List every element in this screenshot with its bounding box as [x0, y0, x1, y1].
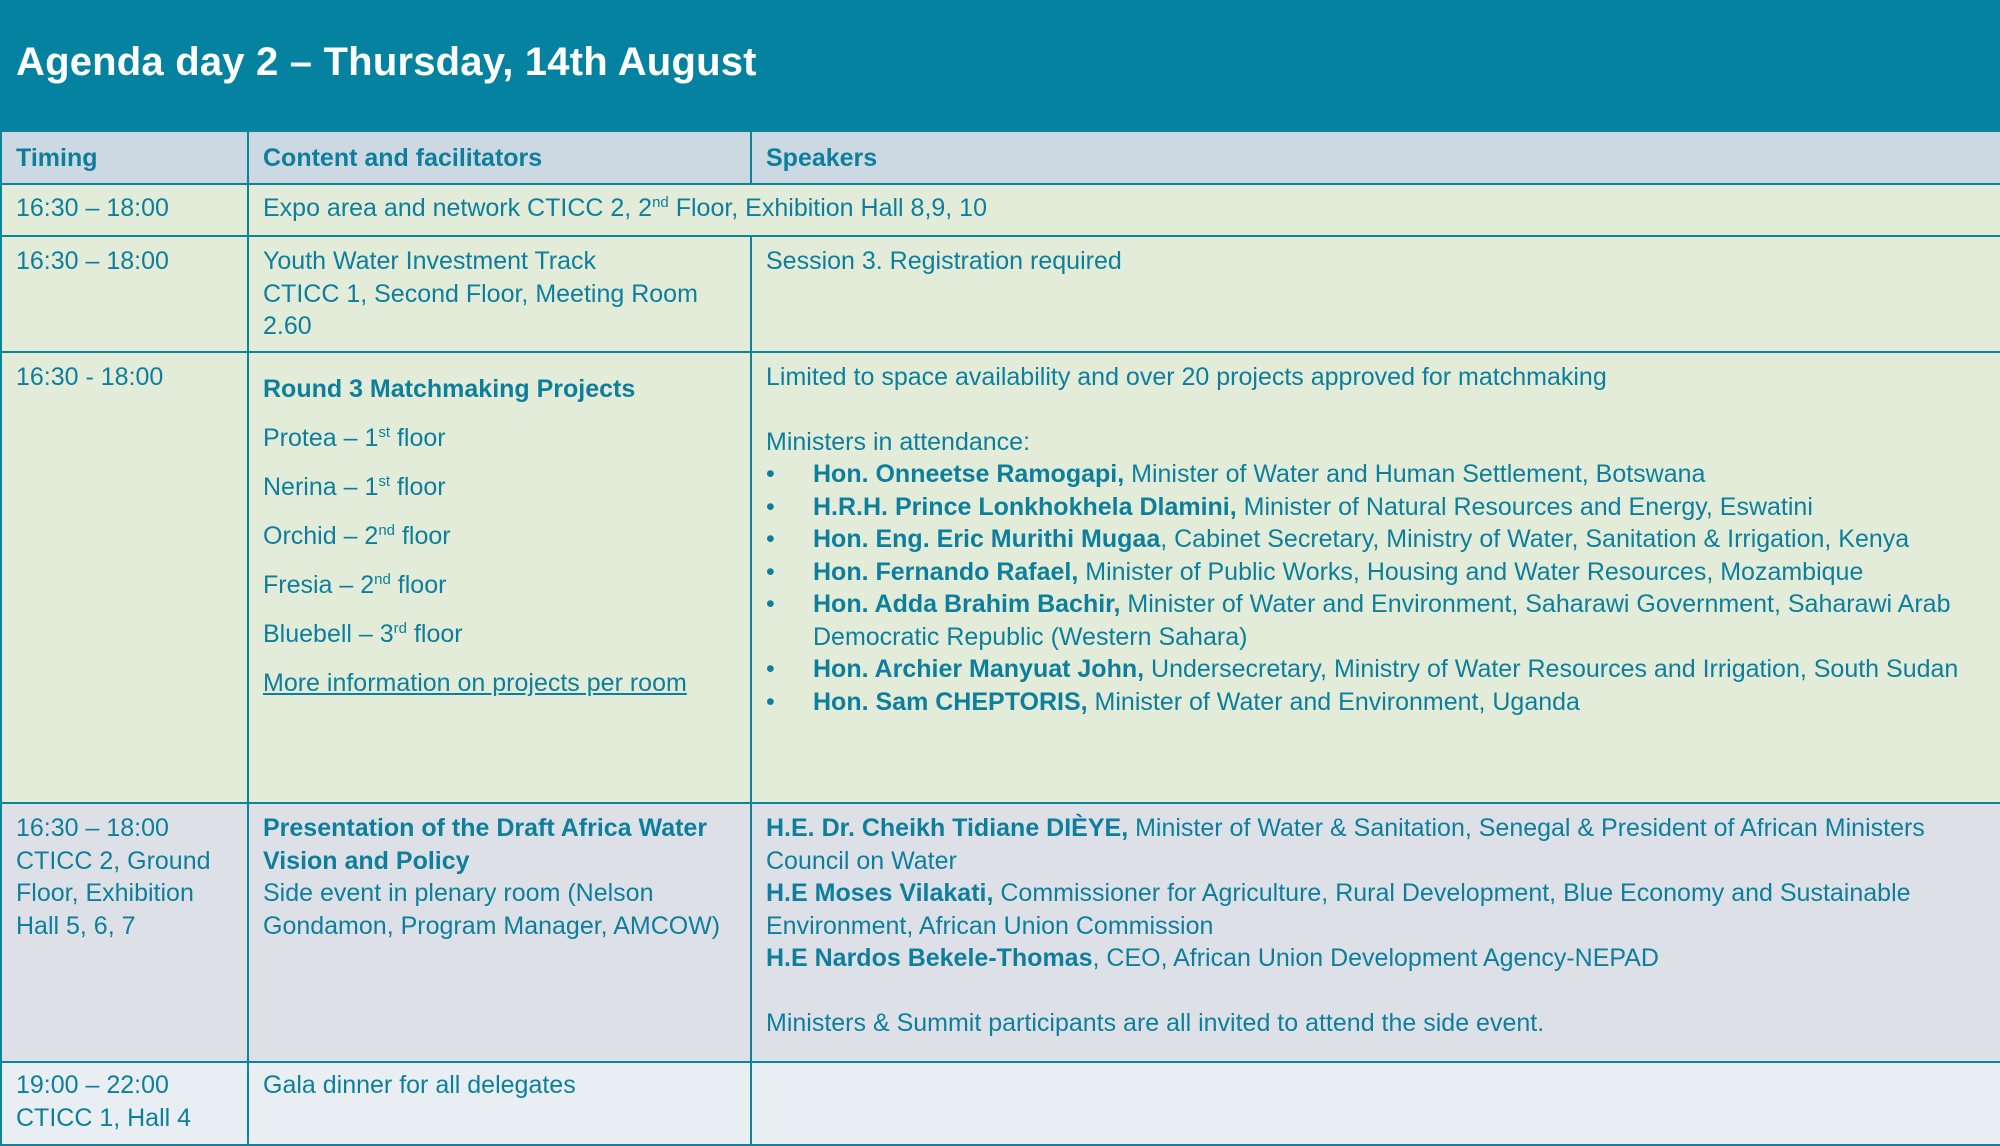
timing-cell — [1, 1062, 248, 1145]
header-content: Content and facilitators — [248, 131, 751, 184]
minister-role: Minister of Water and Environment, Saharawi Government, Saharawi Arab Democratic Republic (Western Sahara) — [813, 590, 1951, 651]
ordinal-suffix: st — [378, 473, 391, 490]
speaker-role: Minister of Water & Sanitation, Senegal & President of African Ministers Council on Water — [766, 814, 1925, 875]
minister-item — [766, 458, 1986, 491]
room-floor: floor — [390, 473, 446, 501]
bullet-icon: • — [766, 492, 775, 521]
timing-text: 19:00 – 22:00 — [16, 1071, 169, 1099]
speaker-item — [766, 942, 1986, 975]
table-row — [1, 184, 2000, 236]
speaker-name: H.E Moses Vilakati, — [766, 879, 994, 907]
room-name: Bluebell – 3 — [263, 620, 394, 648]
side-event-title: Presentation of the Draft Africa Water Vision and Policy — [263, 814, 708, 875]
room-item — [263, 618, 736, 651]
speakers-cell — [751, 803, 2000, 1062]
speakers-cell — [751, 1062, 2000, 1145]
speaker-role: , CEO, African Union Development Agency-NEPAD — [1092, 944, 1659, 972]
side-event-details: Side event in plenary room (Nelson Gondamon, Program Manager, AMCOW) — [263, 879, 721, 940]
timing-cell: 16:30 – 18:00 — [1, 236, 248, 352]
bullet-icon: • — [766, 525, 775, 553]
speaker-role: Commissioner for Agriculture, Rural Development, Blue Economy and Sustainable Environment, African Union Commission — [766, 879, 1911, 940]
table-header-row — [1, 131, 2000, 184]
speakers-list — [766, 812, 1986, 975]
bullet-icon: • — [766, 655, 775, 683]
bullet-icon: • — [766, 687, 775, 716]
minister-name: Hon. Fernando Rafael, — [813, 557, 1079, 586]
track-location: CTICC 1, Second Floor, Meeting Room 2.60 — [263, 279, 698, 340]
ministers-list — [766, 458, 1986, 718]
timing-cell: 16:30 – 18:00 — [1, 184, 248, 236]
minister-item — [766, 491, 1986, 524]
content-cell — [248, 803, 751, 1062]
speaker-name: H.E Nardos Bekele-Thomas — [766, 944, 1093, 972]
minister-item — [766, 523, 1986, 556]
room-item — [263, 520, 736, 553]
speaker-name: H.E. Dr. Cheikh Tidiane DIÈYE, — [766, 814, 1129, 842]
table-row — [1, 803, 2000, 1062]
speaker-item — [766, 812, 1986, 877]
room-floor: floor — [390, 424, 446, 452]
room-name: Orchid – 2 — [263, 522, 379, 550]
minister-item — [766, 556, 1986, 589]
minister-name: Hon. Adda Brahim Bachir, — [813, 590, 1121, 618]
room-name: Fresia – 2 — [263, 571, 375, 599]
table-row — [1, 1062, 2000, 1145]
content-cell: Gala dinner for all delegates — [248, 1062, 751, 1145]
title-bar — [0, 0, 2000, 130]
agenda-table — [0, 130, 2000, 1146]
room-item — [263, 422, 736, 455]
ordinal-suffix: rd — [393, 620, 407, 637]
minister-role: Minister of Water and Environment, Uganda — [1087, 687, 1580, 716]
minister-name: Hon. Onneetse Ramogapi, — [813, 460, 1125, 488]
minister-role: , Cabinet Secretary, Ministry of Water, Sanitation & Irrigation, Kenya — [1160, 525, 1910, 553]
minister-item — [766, 588, 1986, 653]
room-name: Protea – 1 — [263, 424, 379, 452]
room-item — [263, 471, 736, 504]
ordinal-suffix: nd — [378, 522, 396, 539]
table-row — [1, 352, 2000, 803]
minister-role: Undersecretary, Ministry of Water Resources and Irrigation, South Sudan — [1144, 655, 1959, 683]
speakers-cell — [751, 352, 2000, 803]
minister-role: Minister of Natural Resources and Energy, Eswatini — [1236, 492, 1813, 521]
track-name: Youth Water Investment Track — [263, 247, 597, 275]
room-floor: floor — [390, 571, 447, 599]
room-list — [263, 422, 736, 651]
table-row — [1, 236, 2000, 352]
header-speakers: Speakers — [751, 131, 2000, 184]
room-name: Nerina – 1 — [263, 473, 379, 501]
speaker-item — [766, 877, 1986, 942]
minister-item — [766, 653, 1986, 686]
minister-role: Minister of Water and Human Settlement, Botswana — [1124, 460, 1706, 488]
room-floor: floor — [407, 620, 463, 648]
content-cell — [248, 184, 2000, 236]
content-text: Floor, Exhibition Hall 8,9, 10 — [668, 194, 987, 222]
side-event-note: Ministers & Summit participants are all invited to attend the side event. — [766, 1008, 1545, 1037]
timing-cell: 16:30 - 18:00 — [1, 352, 248, 803]
bullet-icon: • — [766, 557, 775, 586]
projects-info-link[interactable]: More information on projects per room — [263, 669, 687, 697]
minister-name: Hon. Archier Manyuat John, — [813, 655, 1145, 683]
ministers-label: Ministers in attendance: — [766, 427, 1031, 456]
ordinal-suffix: st — [378, 424, 391, 441]
header-timing: Timing — [1, 131, 248, 184]
minister-name: Hon. Sam CHEPTORIS, — [813, 687, 1088, 716]
matchmaking-heading: Round 3 Matchmaking Projects — [263, 375, 636, 403]
bullet-icon: • — [766, 460, 775, 488]
speakers-cell: Session 3. Registration required — [751, 236, 2000, 352]
page-title: Agenda day 2 – Thursday, 14th August — [16, 40, 757, 84]
bullet-icon: • — [766, 590, 775, 618]
minister-name: H.R.H. Prince Lonkhokhela Dlamini, — [813, 492, 1237, 521]
room-floor: floor — [395, 522, 451, 550]
ordinal-suffix: nd — [374, 571, 391, 588]
content-cell — [248, 352, 751, 803]
minister-role: Minister of Public Works, Housing and Water Resources, Mozambique — [1078, 557, 1864, 586]
timing-cell: 16:30 – 18:00 CTICC 2, Ground Floor, Exhibition Hall 5, 6, 7 — [1, 803, 248, 1062]
content-cell — [248, 236, 751, 352]
speakers-intro: Limited to space availability and over 20 projects approved for matchmaking — [766, 363, 1607, 391]
location-text: CTICC 1, Hall 4 — [16, 1103, 192, 1132]
room-item — [263, 569, 736, 602]
ordinal-suffix: nd — [652, 194, 669, 211]
content-text: Expo area and network CTICC 2, 2 — [263, 194, 653, 222]
minister-item — [766, 686, 1986, 719]
minister-name: Hon. Eng. Eric Murithi Mugaa — [813, 525, 1161, 553]
